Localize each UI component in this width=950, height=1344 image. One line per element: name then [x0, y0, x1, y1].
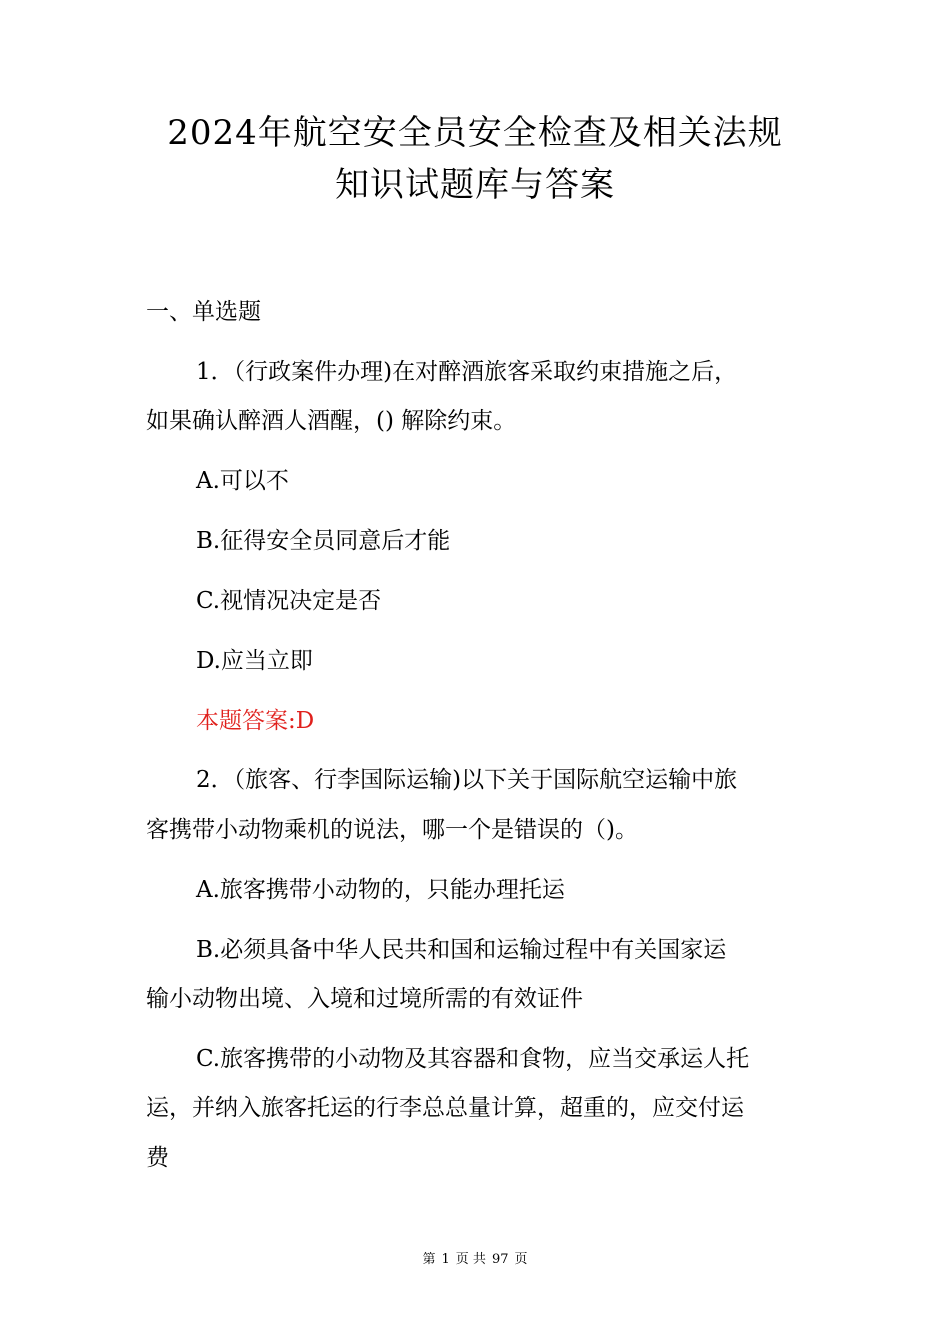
question-2-option-c-line-1: C.旅客携带的小动物及其容器和食物，应当交承运人托 — [196, 1046, 750, 1072]
question-1-stem-line-2: 如果确认醉酒人酒醒，() 解除约束。 — [146, 408, 517, 434]
question-1-option-d: D.应当立即 — [196, 648, 313, 674]
question-2-option-b-line-1: B.必须具备中华人民共和国和运输过程中有关国家运 — [196, 937, 727, 963]
question-2-stem-line-1: 2．（旅客、行李国际运输)以下关于国际航空运输中旅 — [196, 767, 738, 793]
footer-total-pages: 97 — [491, 1252, 509, 1267]
document-title-line-1: 2024年航空安全员安全检查及相关法规 — [167, 113, 783, 153]
question-1-option-c: C.视情况决定是否 — [196, 588, 382, 614]
question-2-option-c-line-2: 运，并纳入旅客托运的行李总总量计算，超重的，应交付运 — [146, 1095, 744, 1121]
question-1-option-b: B.征得安全员同意后才能 — [196, 528, 451, 554]
question-1-stem-line-1: 1．（行政案件办理)在对醉酒旅客采取约束措施之后， — [196, 359, 738, 385]
question-2-option-c-line-3: 费 — [146, 1145, 169, 1171]
page-footer — [0, 1248, 950, 1267]
footer-mid: 页 共 — [455, 1252, 486, 1267]
footer-prefix: 第 — [422, 1252, 436, 1267]
question-1-answer: 本题答案:D — [196, 708, 315, 734]
question-2-stem-line-2: 客携带小动物乘机的说法，哪一个是错误的（)。 — [146, 817, 638, 843]
question-2-option-b-line-2: 输小动物出境、入境和过境所需的有效证件 — [146, 986, 583, 1012]
document-title-line-2: 知识试题库与答案 — [335, 165, 615, 205]
question-1-option-a: A.可以不 — [196, 468, 289, 494]
question-2-option-a: A.旅客携带小动物的，只能办理托运 — [196, 877, 565, 903]
footer-page-number: 1 — [441, 1252, 450, 1267]
footer-suffix: 页 — [514, 1252, 528, 1267]
section-heading: 一、单选题 — [146, 299, 261, 325]
